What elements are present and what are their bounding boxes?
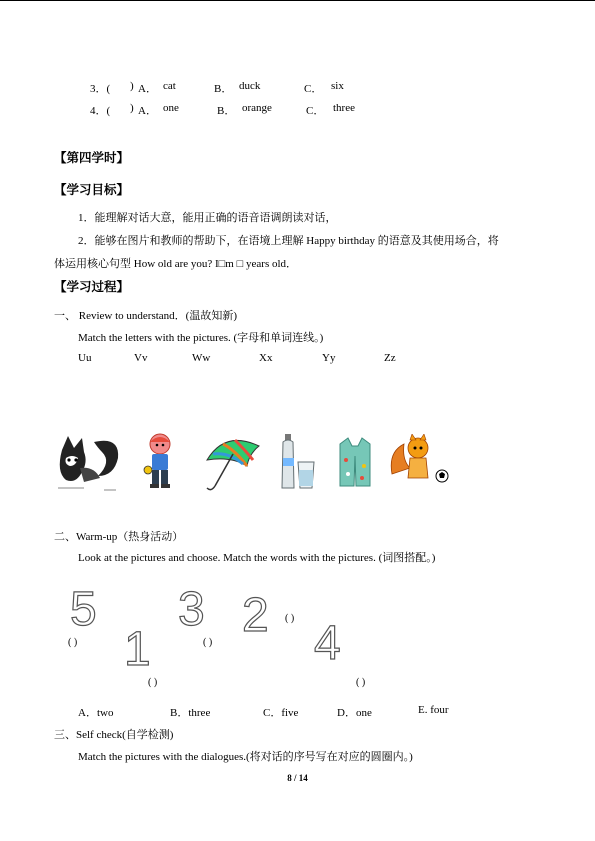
water-picture xyxy=(278,432,318,494)
number-1-picture: 1 xyxy=(124,623,151,676)
choice-e: E. four xyxy=(418,704,449,716)
page-top-rule xyxy=(0,0,595,1)
option-b-text: duck xyxy=(239,80,261,92)
letter-uu: Uu xyxy=(78,352,92,364)
part1-title: 一、 Review to understand．(温故知新) xyxy=(54,310,237,322)
choice-c: C．five xyxy=(263,707,299,719)
part1-instructions: Match the letters with the pictures. (字母和单词连线。) xyxy=(78,332,324,344)
fox-picture xyxy=(54,432,122,494)
option-b-letter: B． xyxy=(214,83,233,95)
question-number: 4．( xyxy=(90,105,111,117)
choice-d: D．one xyxy=(337,707,372,719)
section-lesson-heading: 【第四学时】 xyxy=(54,150,130,165)
section-process-heading: 【学习过程】 xyxy=(54,279,130,294)
option-c-text: three xyxy=(333,102,355,114)
option-a-letter: A． xyxy=(138,83,157,95)
letter-vv: Vv xyxy=(134,352,148,364)
page-number: 8 / 14 xyxy=(287,773,308,783)
section-goals-heading: 【学习目标】 xyxy=(54,182,130,197)
letter-yy: Yy xyxy=(322,352,336,364)
goal-1: 1．能理解对话大意，能用正确的语音语调朗读对话， xyxy=(78,212,337,224)
option-a-letter: A． xyxy=(138,105,157,117)
choice-b: B．three xyxy=(170,707,211,719)
answer-blank: ( ) xyxy=(356,677,366,688)
answer-blank: ( ) xyxy=(148,677,158,688)
option-c-letter: C． xyxy=(304,83,323,95)
letter-ww: Ww xyxy=(192,352,211,364)
number-5-picture: 5 xyxy=(70,583,97,636)
letter-xx: Xx xyxy=(259,352,273,364)
option-a-text: one xyxy=(163,102,179,114)
option-c-letter: C． xyxy=(306,105,325,117)
umbrella-picture xyxy=(203,432,263,494)
letter-zz: Zz xyxy=(384,352,396,364)
number-2-picture: 2 xyxy=(242,589,269,642)
answer-blank: ( ) xyxy=(285,613,295,624)
goal-2-line-1: 2．能够在图片和教师的帮助下，在语境上理解 Happy birthday 的语意及其使用场合，将 xyxy=(78,235,499,247)
goal-2-line-2: 体运用核心句型 How old are you? I□m □ years old． xyxy=(54,258,298,270)
answer-blank: ( ) xyxy=(68,637,78,648)
fox-ball-picture xyxy=(388,434,450,486)
option-c-text: six xyxy=(331,80,344,92)
part2-title: 二、Warm-up（热身活动） xyxy=(54,531,184,543)
boy-picture xyxy=(140,432,180,494)
vest-picture xyxy=(336,436,374,490)
number-4-picture: 4 xyxy=(314,617,341,670)
question-paren-close: ) xyxy=(130,80,134,92)
answer-blank: ( ) xyxy=(203,637,213,648)
option-b-text: orange xyxy=(242,102,272,114)
number-3-picture: 3 xyxy=(178,583,205,636)
question-number: 3．( xyxy=(90,83,111,95)
choice-a: A．two xyxy=(78,707,114,719)
part3-title: 三、Self check(自学检测) xyxy=(54,729,174,741)
part2-instructions: Look at the pictures and choose. Match the words with the pictures. (词图搭配。) xyxy=(78,552,436,564)
option-b-letter: B． xyxy=(217,105,236,117)
option-a-text: cat xyxy=(163,80,176,92)
question-paren-close: ) xyxy=(130,102,134,114)
part3-instructions: Match the pictures with the dialogues.(将对话的序号写在对应的圆圈内。) xyxy=(78,751,413,763)
